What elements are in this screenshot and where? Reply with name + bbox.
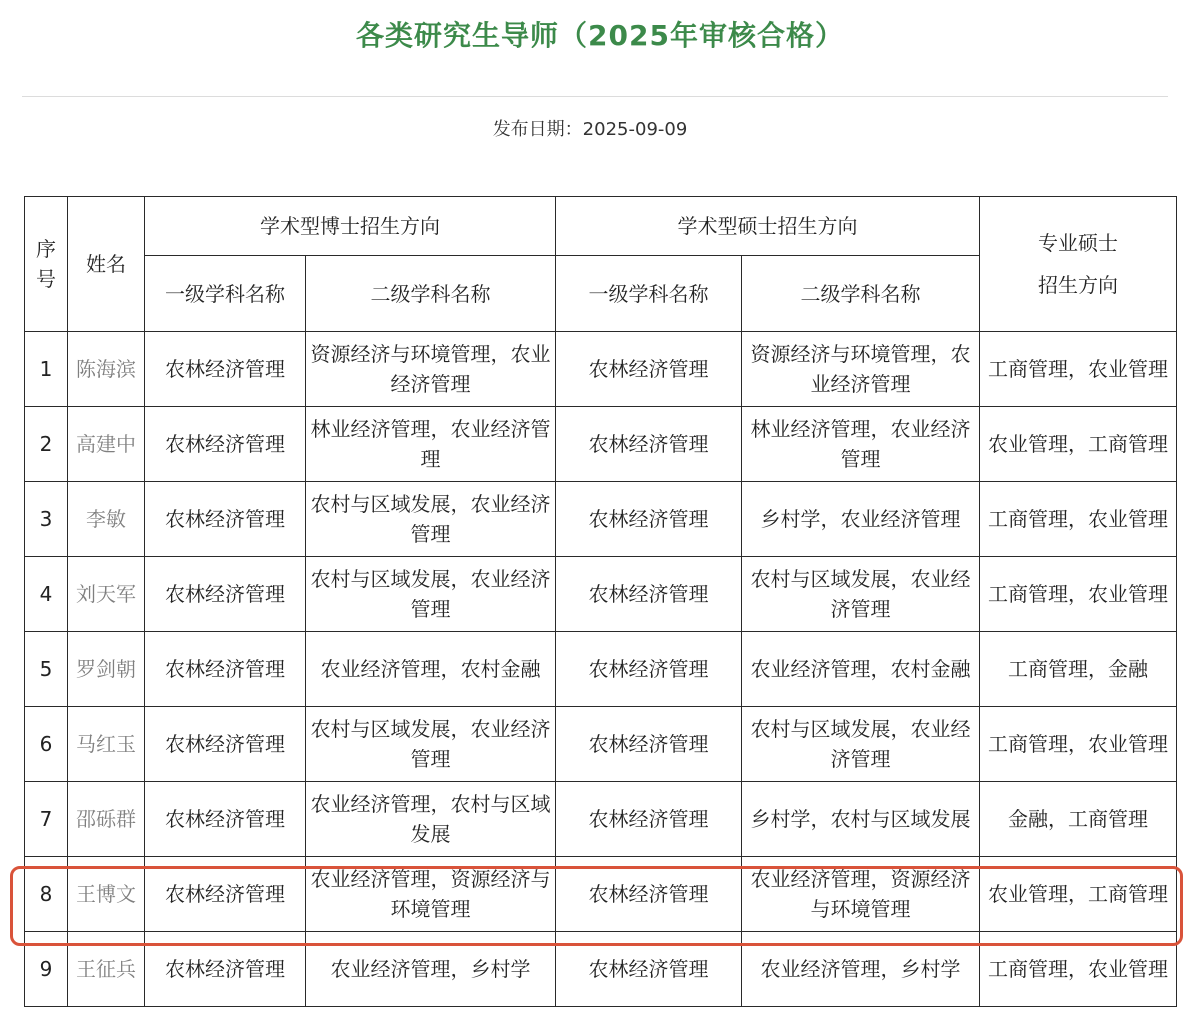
master-second-level: 林业经济管理，农业经济管理	[742, 407, 980, 482]
title-divider	[22, 96, 1168, 97]
professional-direction: 工商管理，农业管理	[980, 557, 1177, 632]
row-seq: 9	[25, 932, 68, 1007]
row-seq: 4	[25, 557, 68, 632]
row-seq: 6	[25, 707, 68, 782]
master-second-level: 乡村学，农村与区域发展	[742, 782, 980, 857]
master-first-level: 农林经济管理	[556, 632, 742, 707]
master-first-level: 农林经济管理	[556, 782, 742, 857]
table-row	[25, 782, 1177, 857]
advisor-name: 高建中	[68, 407, 145, 482]
professional-direction: 工商管理，农业管理	[980, 932, 1177, 1007]
phd-second-level: 农村与区域发展，农业经济管理	[306, 557, 556, 632]
row-seq: 2	[25, 407, 68, 482]
master-first-level: 农林经济管理	[556, 857, 742, 932]
table-row	[25, 857, 1177, 932]
phd-second-level: 林业经济管理，农业经济管理	[306, 407, 556, 482]
table-row	[25, 632, 1177, 707]
advisor-name: 王博文	[68, 857, 145, 932]
row-seq: 7	[25, 782, 68, 857]
advisor-name: 李敏	[68, 482, 145, 557]
header-professional	[980, 197, 1177, 332]
row-seq: 3	[25, 482, 68, 557]
phd-second-level: 农村与区域发展，农业经济管理	[306, 482, 556, 557]
table-row	[25, 482, 1177, 557]
phd-first-level: 农林经济管理	[145, 857, 306, 932]
header-professional-line2: 招生方向	[1038, 273, 1118, 297]
phd-second-level: 资源经济与环境管理，农业经济管理	[306, 332, 556, 407]
header-seq: 序号	[25, 197, 68, 332]
master-second-level: 乡村学，农业经济管理	[742, 482, 980, 557]
master-second-level: 农村与区域发展，农业经济管理	[742, 707, 980, 782]
header-phd-first-level: 一级学科名称	[145, 256, 306, 332]
row-seq: 5	[25, 632, 68, 707]
phd-first-level: 农林经济管理	[145, 332, 306, 407]
phd-first-level: 农林经济管理	[145, 407, 306, 482]
page-title: 各类研究生导师（2025年审核合格）	[356, 19, 844, 52]
phd-first-level: 农林经济管理	[145, 632, 306, 707]
professional-direction: 金融，工商管理	[980, 782, 1177, 857]
phd-second-level: 农业经济管理，乡村学	[306, 932, 556, 1007]
master-second-level: 资源经济与环境管理，农业经济管理	[742, 332, 980, 407]
professional-direction: 工商管理，农业管理	[980, 707, 1177, 782]
table-row	[25, 932, 1177, 1007]
master-first-level: 农林经济管理	[556, 407, 742, 482]
master-first-level: 农林经济管理	[556, 482, 742, 557]
master-second-level: 农业经济管理，农村金融	[742, 632, 980, 707]
header-row-1	[25, 197, 1177, 256]
row-seq: 8	[25, 857, 68, 932]
phd-first-level: 农林经济管理	[145, 782, 306, 857]
header-professional-line1: 专业硕士	[1038, 231, 1118, 255]
header-name: 姓名	[68, 197, 145, 332]
header-phd: 学术型博士招生方向	[145, 197, 556, 256]
master-second-level: 农业经济管理，资源经济与环境管理	[742, 857, 980, 932]
table-row	[25, 707, 1177, 782]
table-body	[25, 332, 1177, 1007]
master-first-level: 农林经济管理	[556, 557, 742, 632]
master-second-level: 农村与区域发展，农业经济管理	[742, 557, 980, 632]
professional-direction: 农业管理，工商管理	[980, 407, 1177, 482]
professional-direction: 农业管理，工商管理	[980, 857, 1177, 932]
master-first-level: 农林经济管理	[556, 332, 742, 407]
publish-date: 发布日期：2025-09-09	[492, 119, 688, 140]
master-first-level: 农林经济管理	[556, 707, 742, 782]
table-row	[25, 407, 1177, 482]
phd-second-level: 农村与区域发展，农业经济管理	[306, 707, 556, 782]
advisor-table	[24, 196, 1177, 1007]
professional-direction: 工商管理，金融	[980, 632, 1177, 707]
master-first-level: 农林经济管理	[556, 932, 742, 1007]
phd-second-level: 农业经济管理，农村金融	[306, 632, 556, 707]
advisor-name: 王征兵	[68, 932, 145, 1007]
phd-first-level: 农林经济管理	[145, 932, 306, 1007]
header-master-second-level: 二级学科名称	[742, 256, 980, 332]
phd-first-level: 农林经济管理	[145, 482, 306, 557]
professional-direction: 工商管理，农业管理	[980, 332, 1177, 407]
header-phd-second-level: 二级学科名称	[306, 256, 556, 332]
phd-first-level: 农林经济管理	[145, 557, 306, 632]
advisor-name: 陈海滨	[68, 332, 145, 407]
header-master: 学术型硕士招生方向	[556, 197, 980, 256]
phd-second-level: 农业经济管理，资源经济与环境管理	[306, 857, 556, 932]
master-second-level: 农业经济管理，乡村学	[742, 932, 980, 1007]
professional-direction: 工商管理，农业管理	[980, 482, 1177, 557]
table-row	[25, 332, 1177, 407]
phd-first-level: 农林经济管理	[145, 707, 306, 782]
row-seq: 1	[25, 332, 68, 407]
phd-second-level: 农业经济管理，农村与区域发展	[306, 782, 556, 857]
advisor-name: 罗剑朝	[68, 632, 145, 707]
advisor-name: 马红玉	[68, 707, 145, 782]
header-master-first-level: 一级学科名称	[556, 256, 742, 332]
advisor-name: 刘天军	[68, 557, 145, 632]
table-row	[25, 557, 1177, 632]
advisor-name: 邵砾群	[68, 782, 145, 857]
